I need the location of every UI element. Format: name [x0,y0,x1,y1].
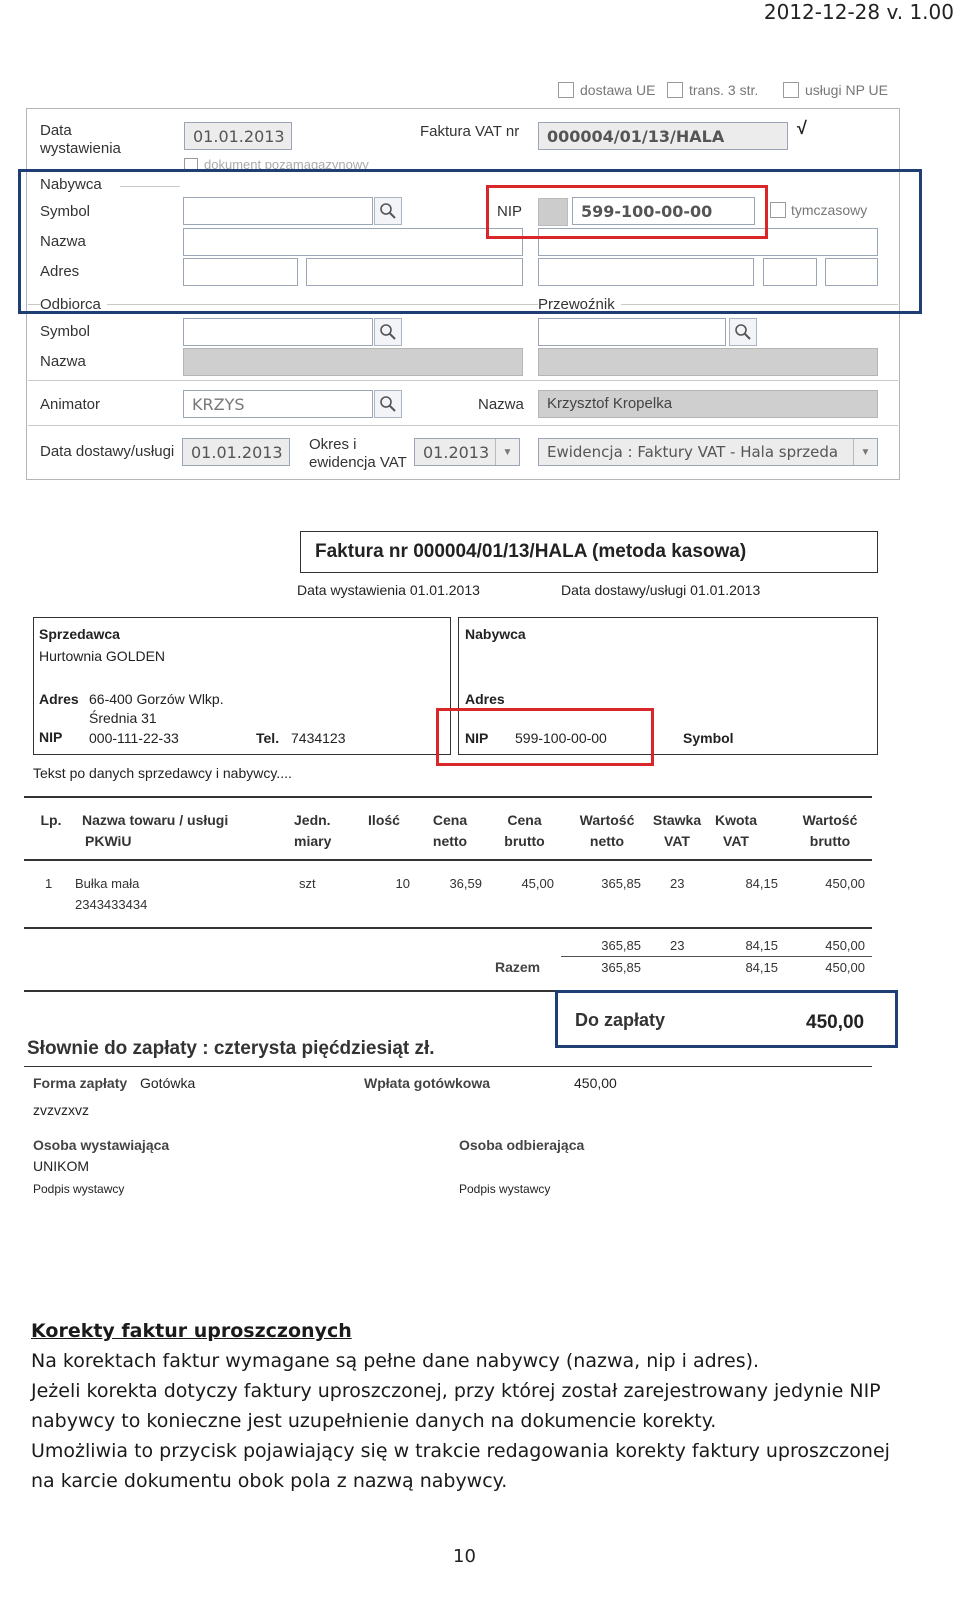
row-ilosc: 10 [395,876,410,891]
razem-kwota: 84,15 [745,960,778,975]
symbol-label: Symbol [40,203,91,220]
data-dostawy: Data dostawy/usługi 01.01.2013 [561,582,761,598]
okres-select[interactable]: 01.2013 [414,438,520,466]
row-cena-netto: 36,59 [449,876,482,891]
animator-label: Animator [40,396,101,413]
sum-stawka: 23 [670,938,685,953]
section-divider [28,425,898,426]
okres-label-2: ewidencja VAT [309,454,407,471]
do-zaplaty-value: 450,00 [806,1012,865,1033]
column-header: Kwota VAT [715,812,757,849]
nip-label: NIP [497,203,523,220]
podpis-wystawcy-2: Podpis wystawcy [459,1182,551,1196]
razem-label: Razem [495,959,541,975]
row-name: Bułka mała [75,876,140,891]
tel-label: Tel. [256,730,280,746]
sum-rule [561,956,872,957]
adres-label: Adres [39,691,79,707]
search-icon[interactable] [729,318,757,346]
sprzedawca-name: Hurtownia GOLDEN [39,648,166,664]
checkbox-dokument-pozamagazynowy[interactable]: dokument pozamagazynowy [184,157,369,172]
osoba-odbierajaca-label: Osoba odbierająca [459,1137,585,1153]
razem-netto: 365,85 [601,960,641,975]
data-wystawienia-label: Data wystawienia [40,122,121,157]
nazwa-label: Nazwa [40,233,86,250]
nabywca-adres-label: Adres [465,691,505,707]
column-header: Cena brutto [504,812,545,849]
checkbox-dostawa-ue[interactable]: dostawa UE [558,82,655,98]
column-header: Nazwa towaru / usługi PKWiU [82,812,229,849]
odbiorca-section-label: Odbiorca [40,296,107,314]
note-text: zvzvzxvz [33,1102,89,1118]
adres-line-2: Średnia 31 [89,710,157,726]
checkbox-uslugi-np-ue[interactable]: usługi NP UE [783,82,888,98]
data-wystawienia-input[interactable]: 01.01.2013 [184,122,292,150]
osoba-wystawiajaca-label: Osoba wystawiająca [33,1137,170,1153]
podpis-wystawcy-1: Podpis wystawcy [33,1182,125,1196]
paragraph-line: Na korektach faktur wymagane są pełne dane nabywcy (nazwa, nip i adres). [31,1350,760,1372]
faktura-number-input[interactable]: 000004/01/13/HALA [538,122,788,150]
data-wystawienia: Data wystawienia 01.01.2013 [297,582,480,598]
tel-value: 7434123 [291,730,346,746]
data-dostawy-input[interactable]: 01.01.2013 [182,438,290,466]
sum-brutto: 450,00 [825,938,865,953]
przewoznik-nazwa-input [538,348,878,376]
paragraph-line: nabywcy to konieczne jest uzupełnienie danych na dokumencie korekty. [31,1410,717,1432]
animator-input[interactable]: KRZYS [183,390,373,418]
forma-zaplaty-value: Gotówka [140,1075,196,1091]
section-divider [28,380,898,381]
tekst-dodatkowy: Tekst po danych sprzedawcy i nabywcy.... [33,765,292,781]
data-dostawy-label: Data dostawy/usługi [40,443,175,460]
odbiorca-symbol-input[interactable] [183,318,373,346]
search-icon[interactable] [374,390,402,418]
nip-value: 000-111-22-33 [89,730,179,746]
row-stawka: 23 [670,876,685,891]
table-header-rule [24,859,872,861]
column-header: Cena netto [432,812,468,849]
row-pkwiu: 2343433434 [75,897,148,912]
chevron-down-icon[interactable]: ▼ [853,439,877,465]
adres-line-1: 66-400 Gorzów Wlkp. [89,691,224,707]
chevron-down-icon[interactable]: ▼ [495,439,519,465]
nip-input[interactable]: 599-100-00-00 [572,197,755,225]
odbiorca-symbol-label: Symbol [40,323,91,340]
checkbox-trans-3-str[interactable]: trans. 3 str. [667,82,758,98]
paragraph-line: Jeżeli korekta dotyczy faktury uproszczonej, przy której został zarejestrowany jedynie NIP [31,1380,881,1402]
forma-zaplaty-label: Forma zapłaty [33,1075,128,1091]
animator-nazwa-field: Krzysztof Kropelka [538,390,878,418]
przewoznik-symbol-input[interactable] [538,318,726,346]
section-heading: Korekty faktur uproszczonych [31,1320,352,1342]
ewidencja-select[interactable]: Ewidencja : Faktury VAT - Hala sprzeda [538,438,878,466]
column-header: Ilość [368,812,400,828]
highlight-nabywca-box [18,169,922,314]
wplata-label: Wpłata gotówkowa [364,1075,490,1091]
row-jm: szt [299,876,316,891]
odbiorca-nazwa-label: Nazwa [40,353,86,370]
sum-netto: 365,85 [601,938,641,953]
paragraph-line: na karcie dokumentu obok pola z nazwą nabywcy. [31,1470,508,1492]
nabywca-nip-label: NIP [465,730,489,746]
version-label: 2012-12-28 v. 1.00 [763,0,954,24]
row-lp: 1 [45,876,53,891]
sprzedawca-label: Sprzedawca [39,626,120,642]
row-kwota-vat: 84,15 [745,876,778,891]
invoice-title: Faktura nr 000004/01/13/HALA (metoda kasowa) [300,531,878,573]
wplata-value: 450,00 [574,1075,617,1091]
table-bottom-rule [24,927,872,929]
do-zaplaty-label: Do zapłaty [575,1010,666,1030]
adres-label: Adres [40,263,80,280]
row-wartosc-netto: 365,85 [601,876,641,891]
przewoznik-section-label: Przewoźnik [538,296,621,314]
column-header: Lp. [40,812,62,828]
column-header: Jedn. miary [294,812,332,849]
paragraph-line: Umożliwia to przycisk pojawiający się w trakcie redagowania korekty faktury uproszczonej [31,1440,890,1462]
page-number: 10 [453,1546,476,1567]
nip-label: NIP [39,729,63,745]
table-top-rule [24,796,872,798]
row-cena-brutto: 45,00 [521,876,554,891]
checkbox-tymczasowy[interactable]: tymczasowy [770,202,867,218]
column-header: Wartość netto [579,812,635,849]
column-header: Wartość brutto [802,812,858,849]
osoba-wystawiajaca-value: UNIKOM [33,1158,89,1174]
row-wartosc-brutto: 450,00 [825,876,865,891]
search-icon[interactable] [374,318,402,346]
slownie-rule [24,1066,872,1067]
highlight-nip-invoice-box [436,708,654,766]
okres-label-1: Okres i [309,436,357,453]
sum-kwota: 84,15 [745,938,778,953]
animator-nazwa-label: Nazwa [478,396,524,413]
slownie-label: Słownie do zapłaty : czterysta pięćdziesiąt zł. [27,1038,435,1059]
nabywca-symbol-label: Symbol [683,730,734,746]
highlight-nip-box [486,185,768,239]
nabywca-section-label: Nabywca [40,176,108,194]
nabywca-nip-value: 599-100-00-00 [515,730,607,746]
checkmark-icon: √ [797,118,807,138]
nabywca-label: Nabywca [465,626,526,642]
razem-brutto: 450,00 [825,960,865,975]
faktura-vat-label: Faktura VAT nr [420,123,520,140]
column-header: Stawka VAT [652,812,702,849]
odbiorca-nazwa-input [183,348,523,376]
